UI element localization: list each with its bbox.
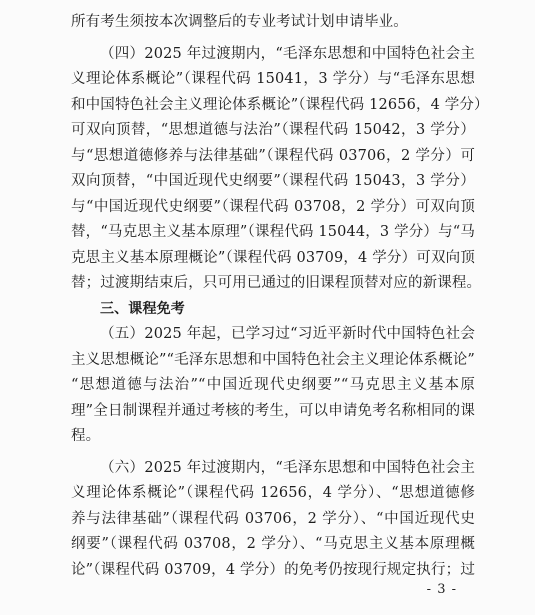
text-line: 主义思想概论”“毛泽东思想和中国特色社会主义理论体系概论”	[71, 351, 475, 368]
text-line: 双向顶替，“中国近现代史纲要”（课程代码 15043，3 学分）	[71, 173, 475, 189]
page-number: - 3 -	[426, 582, 457, 597]
text-line: 与“思想道德修养与法律基础”（课程代码 03706，2 学分）可	[71, 147, 475, 164]
text-line: 程。	[71, 428, 101, 444]
text-line: “思想道德与法治”“中国近现代史纲要”“马克思主义基本原	[71, 377, 475, 393]
text-line: 和中国特色社会主义理论体系概论”（课程代码 12656，4 学分）	[71, 96, 489, 113]
text-line: 纲要”（课程代码 03708，2 学分）、“马克思主义基本原理概	[71, 536, 475, 552]
text-line: 替；过渡期结束后，只可用已通过的旧课程顶替对应的新课程。	[71, 275, 482, 291]
text-line: 养与法律基础”（课程代码 03706，2 学分）、“中国近现代史	[71, 510, 475, 527]
text-line: （六）2025 年过渡期内，“毛泽东思想和中国特色社会主	[100, 459, 475, 476]
text-line: 与“中国近现代史纲要”（课程代码 03708，2 学分）可双向顶	[71, 198, 475, 215]
text-line: 所有考生须按本次调整后的专业考试计划申请毕业。	[71, 14, 408, 30]
text-line: 克思主义基本原理概论”（课程代码 03709，4 学分）可双向顶	[71, 249, 475, 266]
text-line: 理”全日制课程并通过考核的考生，可以申请免考名称相同的课	[71, 402, 475, 419]
document-body	[71, 10, 489, 583]
text-line: （五）2025 年起，已学习过“习近平新时代中国特色社会	[100, 326, 475, 342]
text-line: 替，“马克思主义基本原理”（课程代码 15044，3 学分）与“马	[71, 224, 475, 240]
text-line: 义理论体系概论”（课程代码 15041，3 学分）与“毛泽东思想	[71, 71, 475, 87]
text-line: 可双向顶替，“思想道德与法治”（课程代码 15042，3 学分）	[71, 122, 475, 138]
section-heading: 三、课程免考	[100, 300, 185, 317]
text-line: 论”（课程代码 03709，4 学分）的免考仍按现行规定执行；过	[71, 561, 475, 578]
text-line: （四）2025 年过渡期内，“毛泽东思想和中国特色社会主	[100, 45, 475, 62]
text-line: 义理论体系概论”（课程代码 12656，4 学分）、“思想道德修	[71, 485, 475, 501]
